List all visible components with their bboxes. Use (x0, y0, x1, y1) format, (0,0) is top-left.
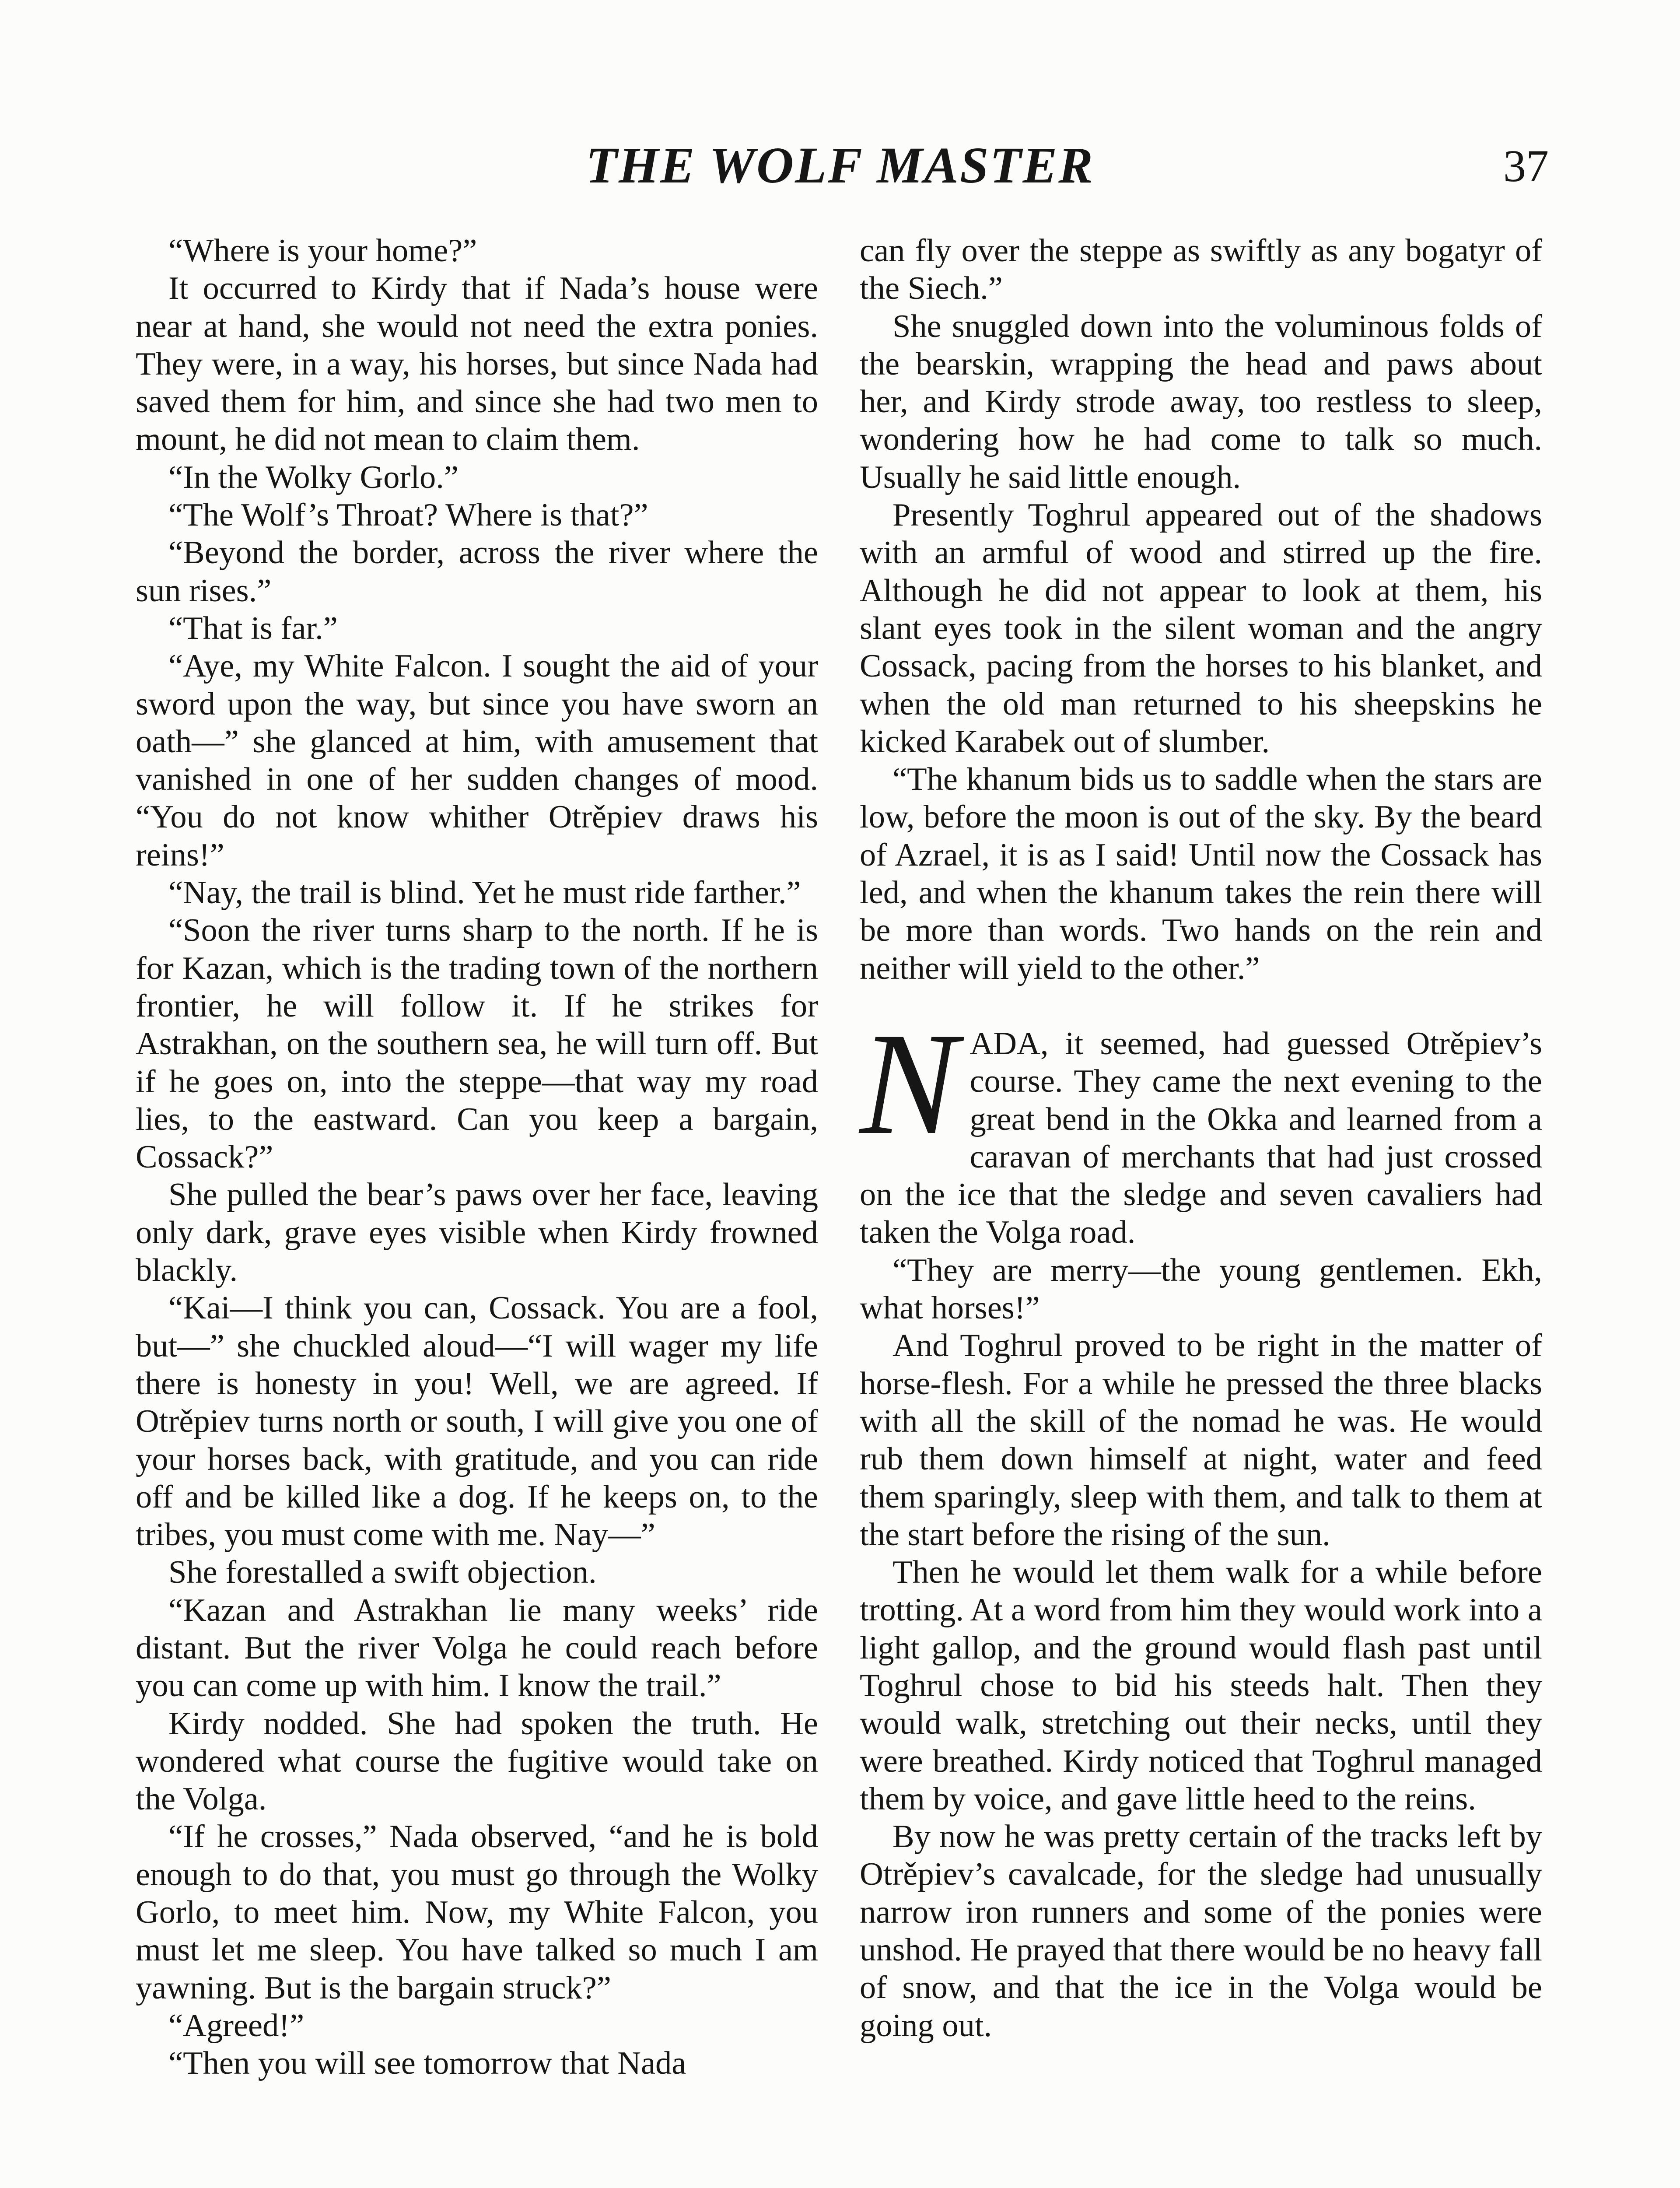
paragraph: And Toghrul proved to be right in the matter of horse-flesh. For a while he pressed the three blacks with all the skill of the nomad he was. He would rub them down himself at night, water and feed them sparingly, sleep with them, and talk to them at the start before the rising of the sun. (860, 1328, 1542, 1553)
paragraph: “That is far.” (168, 610, 338, 646)
paragraph: “Nay, the trail is blind. Yet he must ride farther.” (168, 875, 801, 911)
paragraph: “Beyond the border, across the river where the sun rises.” (136, 535, 818, 609)
paragraph: Presently Toghrul appeared out of the shadows with an armful of wood and stirred up the fire. Although he did not appear to look at them, his slant eyes took in the silent woman and the angry Cossack, pacing from the horses to his blanket, and when the old man returned to his sheepskins he kicked Karabek out of slumber. (860, 497, 1542, 760)
paragraph: “Where is your home?” (168, 233, 477, 269)
paragraph: Kirdy nodded. She had spoken the truth. He wondered what course the fugitive would take on the Volga. (136, 1705, 818, 1817)
running-title: THE WOLF MASTER (586, 137, 1094, 194)
paragraph: She forestalled a swift objection. (168, 1554, 597, 1591)
paragraph: “The khanum bids us to saddle when the stars are low, before the moon is out of the sky. By the beard of Azrael, it is as I said! Until now the Cossack has led, and when the khanum takes the rein there will be more than words. Two hands on the rein and neither will yield to the other.” (860, 761, 1542, 986)
paragraph: “Kazan and Astrakhan lie many weeks’ ride distant. But the river Volga he could reach before you can come up with him. I know the trail.” (136, 1592, 818, 1704)
paragraph: “They are merry—the young gentlemen. Ekh, what horses!” (860, 1252, 1542, 1326)
paragraph: “Then you will see tomorrow that Nada (168, 2045, 686, 2082)
paragraph: “The Wolf’s Throat? Where is that?” (168, 497, 648, 533)
paragraph: Then he would let them walk for a while before trotting. At a word from him they would work into a light gallop, and the ground would flash past until Toghrul chose to bid his steeds halt. Then they would walk, stretching out their necks, until they were breathed. Kirdy noticed that Toghrul managed them by voice, and gave little heed to the reins. (860, 1554, 1542, 1817)
paragraph: “In the Wolky Gorlo.” (168, 459, 458, 495)
paragraph: “Soon the river turns sharp to the north. If he is for Kazan, which is the trading town of the northern frontier, he will follow it. If he strikes for Astrakhan, on the southern sea, he will turn off. But if he goes on, into the steppe—that way my road lies, to the eastward. Can you keep a bargain, Cossack?” (136, 912, 818, 1175)
page-header (131, 131, 1549, 210)
left-column (136, 232, 818, 2083)
paragraph: “Kai—I think you can, Cossack. You are a fool, but—” she chuckled aloud—“I will wager my life there is honesty in you! Well, we are agreed. If Otrěpiev turns north or south, I will give you one of your horses back, with gratitude, and you can ride off and be killed like a dog. If he keeps on, to the tribes, you must come with me. Nay—” (136, 1290, 818, 1553)
drop-cap-paragraph: NADA, it seemed, had guessed Otrěpiev’s course. They came the next evening to the great bend in the Okka and learned from a caravan of merchants that had just crossed on the ice that the sledge and seven cavaliers had taken the Volga road. (860, 1002, 1542, 1251)
paragraph: “If he crosses,” Nada observed, “and he is bold enough to do that, you must go through the Wolky Gorlo, to meet him. Now, my White Falcon, you must let me sleep. You have talked so much I am yawning. But is the bargain struck?” (136, 1819, 818, 2006)
paragraph: It occurred to Kirdy that if Nada’s house were near at hand, she would not need the extra ponies. They were, in a way, his horses, but since Nada had saved them for him, and since she had two men to mount, he did not mean to claim them. (136, 270, 818, 458)
paragraph: “Agreed!” (168, 2007, 304, 2044)
paragraph: By now he was pretty certain of the tracks left by Otrěpiev’s cavalcade, for the sledge had unusually narrow iron runners and some of the ponies were unshod. He prayed that there would be no heavy fall of snow, and that the ice in the Volga would be going out. (860, 1819, 1542, 2044)
paragraph: “Aye, my White Falcon. I sought the aid of your sword upon the way, but since you have sworn an oath—” she glanced at him, with amusement that vanished in one of her sudden changes of mood. “You do not know whither Otrěpiev draws his reins!” (136, 648, 818, 873)
paragraph: She pulled the bear’s paws over her face, leaving only dark, grave eyes visible when Kirdy frowned blackly. (136, 1177, 818, 1289)
paragraph: She snuggled down into the voluminous folds of the bearskin, wrapping the head and paws about her, and Kirdy strode away, too restless to sleep, wondering how he had come to talk so much. Usually he said little enough. (860, 308, 1542, 495)
right-column (860, 232, 1542, 2044)
page-number: 37 (1503, 141, 1549, 191)
paragraph-continued: can fly over the steppe as swiftly as any bogatyr of the Siech.” (860, 233, 1542, 307)
